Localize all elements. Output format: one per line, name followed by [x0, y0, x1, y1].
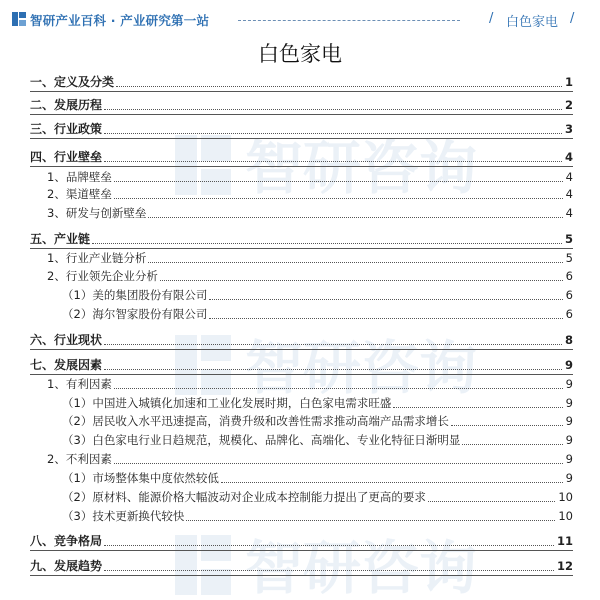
- toc-entry[interactable]: [0, 508, 600, 526]
- toc-section-rule: [30, 550, 573, 551]
- brand-name: 智研产业百科 · 产业研究第一站: [30, 13, 210, 28]
- toc-entry-page: 6: [565, 269, 573, 283]
- toc-entry-page: 8: [564, 333, 573, 347]
- toc-entry-title: 八、竞争格局: [30, 534, 103, 548]
- toc-entry-title: 3、研发与创新壁垒: [47, 206, 147, 220]
- toc-section-rule: [30, 114, 573, 115]
- toc-entry-page: 12: [556, 559, 573, 573]
- toc-entry[interactable]: [0, 470, 600, 488]
- toc-entry-page: 9: [564, 358, 573, 372]
- toc-section-rule: [30, 248, 573, 249]
- toc-entry-title: 1、行业产业链分析: [47, 251, 147, 265]
- watermark-text: 智研咨询: [245, 334, 478, 400]
- toc-entry[interactable]: [0, 186, 600, 204]
- toc-entry-page: 9: [565, 433, 573, 447]
- toc-entry-title: 1、品牌壁垒: [47, 170, 112, 184]
- toc-entry-title: 三、行业政策: [30, 122, 103, 136]
- toc-entry-page: 9: [565, 471, 573, 485]
- toc-dot-leader: [104, 570, 554, 571]
- toc-entry-page: 1: [564, 75, 573, 89]
- toc-dot-leader: [148, 262, 563, 263]
- toc-entry-page: 6: [565, 288, 573, 302]
- toc-entry-page: 4: [565, 170, 573, 184]
- toc-entry-title: 2、不利因素: [47, 452, 112, 466]
- toc-entry-title: （2）原材料、能源价格大幅波动对企业成本控制能力提出了更高的要求: [62, 490, 426, 504]
- toc-entry-page: 9: [565, 396, 573, 410]
- toc-section-rule: [30, 575, 573, 576]
- toc-dot-leader: [92, 243, 562, 244]
- toc-entry-title: （1）美的集团股份有限公司: [62, 288, 208, 302]
- toc-entry-title: 五、产业链: [30, 232, 91, 246]
- toc-dot-leader: [221, 482, 563, 483]
- toc-dot-leader: [114, 388, 563, 389]
- toc-entry-page: 6: [565, 307, 573, 321]
- toc-entry-page: 2: [564, 98, 573, 112]
- toc-entry-page: 10: [558, 509, 573, 523]
- toc-entry-page: 9: [565, 377, 573, 391]
- toc-entry[interactable]: [0, 74, 600, 92]
- toc-entry[interactable]: [0, 451, 600, 469]
- toc-entry-page: 9: [565, 414, 573, 428]
- toc-dot-leader: [160, 280, 563, 281]
- toc-dot-leader: [148, 217, 563, 218]
- document-title: 白色家电: [258, 42, 342, 66]
- toc-entry[interactable]: [0, 268, 600, 286]
- watermark-text: 智研咨询: [245, 134, 478, 200]
- toc-entry-title: 2、行业领先企业分析: [47, 269, 158, 283]
- toc-dot-leader: [114, 181, 563, 182]
- toc-entry-title: （1）市场整体集中度依然较低: [62, 471, 219, 485]
- toc-entry[interactable]: [0, 121, 600, 139]
- toc-dot-leader: [209, 318, 563, 319]
- toc-dot-leader: [104, 109, 562, 110]
- toc-entry-title: （3）白色家电行业日趋规范，规模化、品牌化、高端化、专业化特征日渐明显: [62, 433, 461, 447]
- toc-entry[interactable]: [0, 395, 600, 413]
- toc-section-rule: [30, 138, 573, 139]
- toc-entry-page: 3: [564, 122, 573, 136]
- toc-entry[interactable]: [0, 205, 600, 223]
- toc-entry[interactable]: [0, 149, 600, 167]
- header-slash-right: /: [570, 11, 575, 26]
- toc-entry[interactable]: [0, 332, 600, 350]
- toc-entry[interactable]: [0, 169, 600, 187]
- toc-entry-page: 9: [565, 452, 573, 466]
- toc-entry[interactable]: [0, 489, 600, 507]
- toc-dot-leader: [209, 299, 563, 300]
- toc-entry[interactable]: [0, 558, 600, 576]
- toc-dot-leader: [104, 369, 562, 370]
- toc-entry-page: 4: [564, 150, 573, 164]
- header-slash-left: /: [489, 11, 494, 26]
- toc-dot-leader: [104, 133, 562, 134]
- toc-dot-leader: [104, 545, 554, 546]
- toc-entry-page: 10: [558, 490, 573, 504]
- toc-entry[interactable]: [0, 97, 600, 115]
- toc-dot-leader: [393, 407, 563, 408]
- toc-entry-page: 4: [565, 187, 573, 201]
- toc-entry-page: 5: [565, 251, 573, 265]
- toc-entry-title: 二、发展历程: [30, 98, 103, 112]
- toc-dot-leader: [104, 344, 562, 345]
- toc-dot-leader: [104, 161, 562, 162]
- toc-entry-page: 11: [556, 534, 573, 548]
- toc-entry-page: 5: [564, 232, 573, 246]
- toc-entry-title: 一、定义及分类: [30, 75, 115, 89]
- toc-dot-leader: [186, 520, 555, 521]
- toc-entry[interactable]: [0, 376, 600, 394]
- toc-entry[interactable]: [0, 357, 600, 375]
- toc-entry-title: 四、行业壁垒: [30, 150, 103, 164]
- toc-dot-leader: [428, 501, 555, 502]
- toc-entry-title: （1）中国进入城镇化加速和工业化发展时期，白色家电需求旺盛: [62, 396, 392, 410]
- toc-entry[interactable]: [0, 432, 600, 450]
- toc-entry[interactable]: [0, 287, 600, 305]
- toc-entry[interactable]: [0, 250, 600, 268]
- toc-section-rule: [30, 166, 573, 167]
- toc-entry[interactable]: [0, 533, 600, 551]
- toc-dot-leader: [451, 425, 563, 426]
- toc-entry-title: （3）技术更新换代较快: [62, 509, 185, 523]
- toc-entry-title: 九、发展趋势: [30, 559, 103, 573]
- toc-section-rule: [30, 374, 573, 375]
- toc-entry-title: 2、渠道壁垒: [47, 187, 112, 201]
- header-topic: 白色家电: [506, 15, 559, 30]
- toc-entry[interactable]: [0, 231, 600, 249]
- toc-section-rule: [30, 91, 573, 92]
- toc-entry-title: 七、发展因素: [30, 358, 103, 372]
- toc-entry[interactable]: [0, 413, 600, 431]
- toc-entry-title: 六、行业现状: [30, 333, 103, 347]
- toc-dot-leader: [116, 86, 562, 87]
- toc-entry-title: （2）海尔智家股份有限公司: [62, 307, 208, 321]
- toc-entry-title: 1、有利因素: [47, 377, 112, 391]
- toc-dot-leader: [462, 444, 563, 445]
- toc-entry-title: （2）居民收入水平迅速提高，消费升级和改善性需求推动高端产品需求增长: [62, 414, 449, 428]
- toc-entry-page: 4: [565, 206, 573, 220]
- toc-section-rule: [30, 349, 573, 350]
- watermark-text: 智研咨询: [245, 534, 478, 600]
- toc-dot-leader: [114, 198, 563, 199]
- toc-entry[interactable]: [0, 306, 600, 324]
- toc-dot-leader: [114, 463, 563, 464]
